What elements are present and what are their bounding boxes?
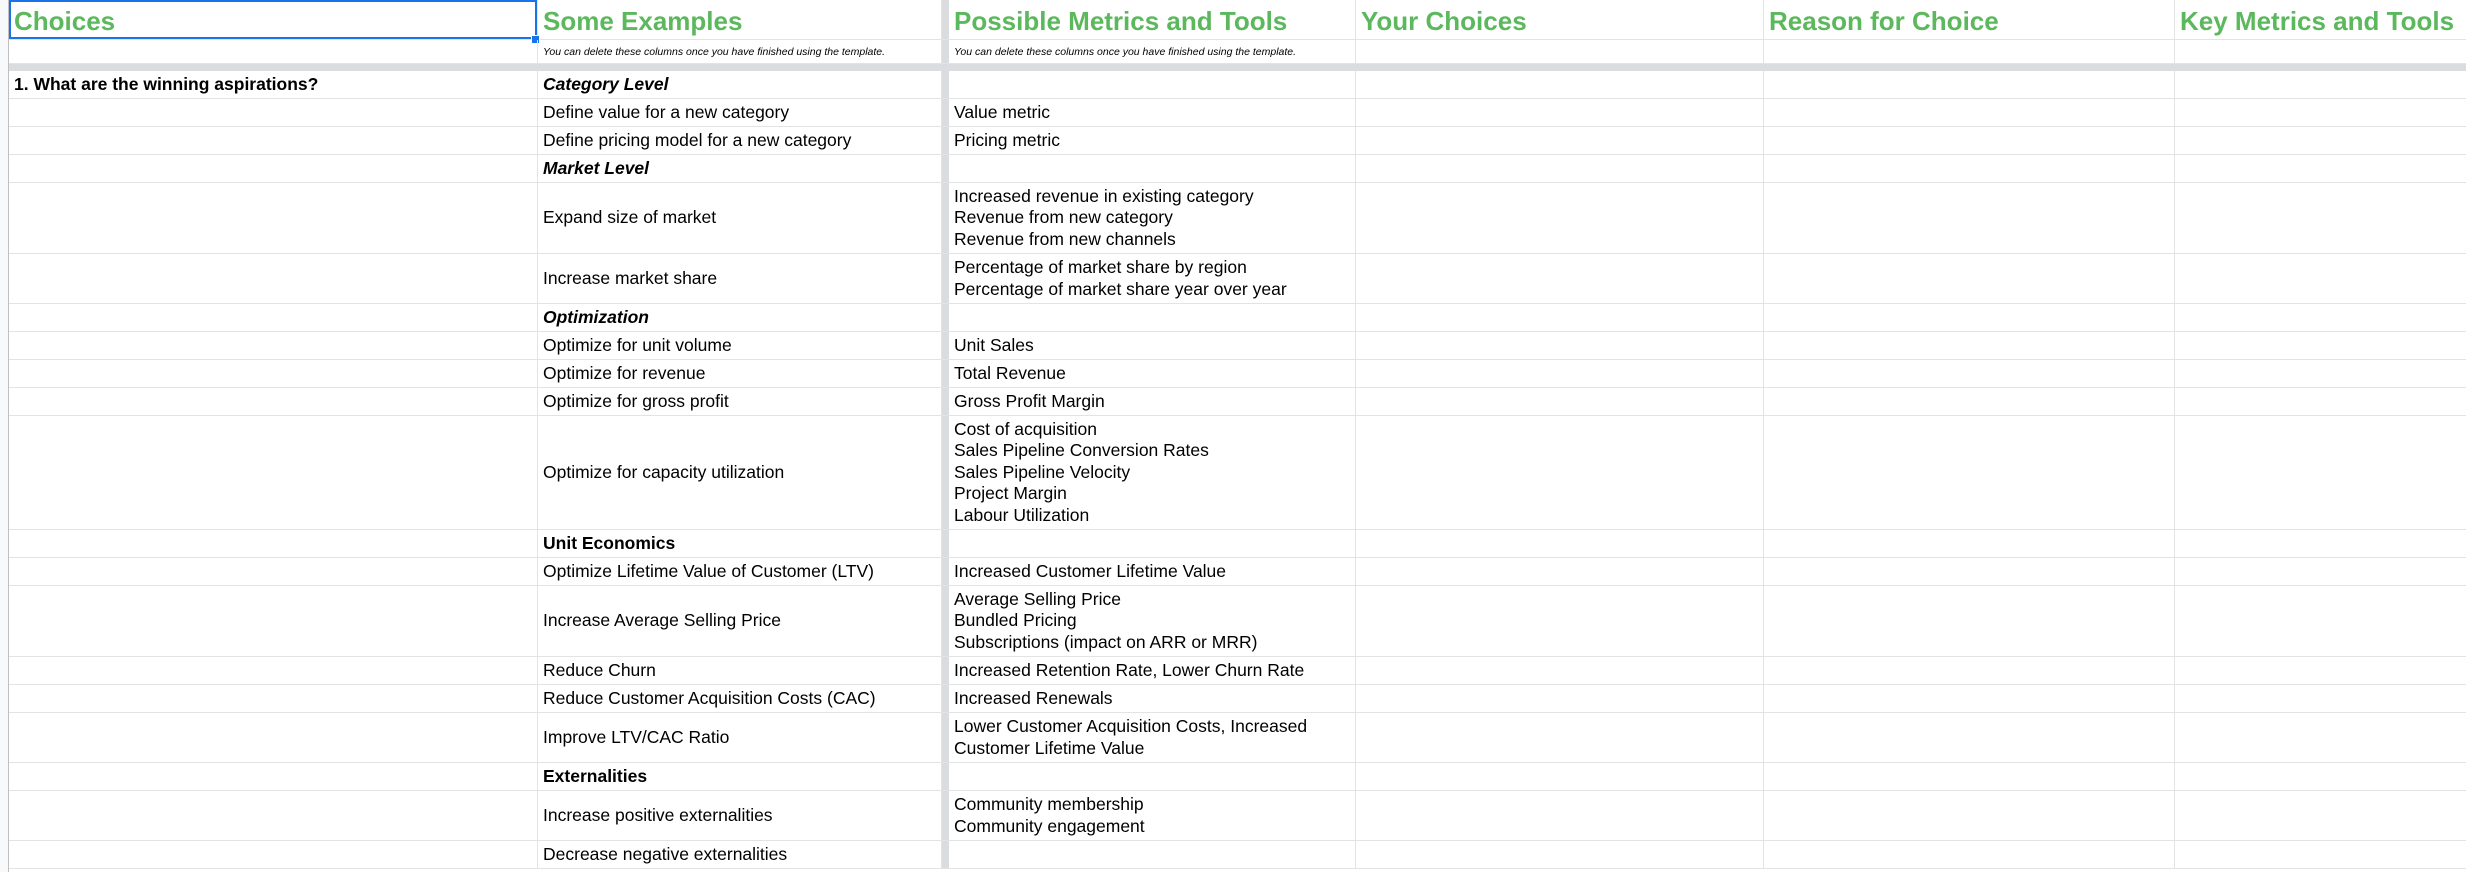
section-heading-cell[interactable]: Optimization — [538, 304, 942, 331]
table-row — [9, 183, 2466, 254]
column-divider — [942, 763, 949, 790]
reason-cell[interactable] — [1764, 332, 2175, 359]
example-cell[interactable]: Optimize for revenue — [538, 360, 942, 387]
reason-cell[interactable] — [1764, 388, 2175, 415]
reason-cell[interactable] — [1764, 99, 2175, 126]
table-row — [9, 763, 2466, 791]
column-divider — [942, 586, 949, 656]
example-cell[interactable]: Define pricing model for a new category — [538, 127, 942, 154]
column-divider — [942, 685, 949, 712]
table-row — [9, 841, 2466, 869]
key-metrics-cell[interactable] — [2175, 530, 2466, 557]
your-choice-cell[interactable] — [1356, 713, 1764, 762]
reason-cell[interactable] — [1764, 416, 2175, 529]
example-cell[interactable]: Optimize for capacity utilization — [538, 416, 942, 529]
table-row — [9, 657, 2466, 685]
your-choice-cell[interactable] — [1356, 791, 1764, 840]
key-metrics-cell[interactable] — [2175, 332, 2466, 359]
your-choice-cell[interactable] — [1356, 388, 1764, 415]
your-choice-cell[interactable] — [1356, 183, 1764, 253]
table-row — [9, 416, 2466, 530]
metrics-cell[interactable]: Gross Profit Margin — [949, 388, 1356, 415]
your-choice-cell[interactable] — [1356, 530, 1764, 557]
example-cell[interactable]: Increase positive externalities — [538, 791, 942, 840]
choices-cell[interactable] — [9, 685, 538, 712]
frozen-rows-divider[interactable] — [9, 64, 2466, 71]
metrics-cell[interactable]: Unit Sales — [949, 332, 1356, 359]
key-metrics-cell[interactable] — [2175, 183, 2466, 253]
header-cell-reason[interactable]: Reason for Choice — [1764, 0, 2175, 39]
table-row — [9, 530, 2466, 558]
your-choice-cell[interactable] — [1356, 558, 1764, 585]
example-cell[interactable]: Improve LTV/CAC Ratio — [538, 713, 942, 762]
key-metrics-cell[interactable] — [2175, 713, 2466, 762]
column-divider — [942, 183, 949, 253]
reason-cell[interactable] — [1764, 254, 2175, 303]
reason-cell[interactable] — [1764, 71, 2175, 98]
choices-cell[interactable] — [9, 155, 538, 182]
key-metrics-cell[interactable] — [2175, 155, 2466, 182]
table-row — [9, 558, 2466, 586]
metrics-cell[interactable]: Increased revenue in existing category Revenue from new category Revenue from new channels — [949, 183, 1356, 253]
choices-cell[interactable] — [9, 127, 538, 154]
reason-cell[interactable] — [1764, 304, 2175, 331]
example-cell[interactable]: Decrease negative externalities — [538, 841, 942, 868]
your-choice-cell[interactable] — [1356, 304, 1764, 331]
note-cell-empty[interactable] — [1764, 40, 2175, 63]
key-metrics-cell[interactable] — [2175, 388, 2466, 415]
header-cell-some-examples[interactable]: Some Examples — [538, 0, 942, 39]
key-metrics-cell[interactable] — [2175, 360, 2466, 387]
metrics-cell[interactable] — [949, 304, 1356, 331]
metrics-cell[interactable]: Pricing metric — [949, 127, 1356, 154]
table-row — [9, 388, 2466, 416]
choices-cell[interactable] — [9, 657, 538, 684]
choices-cell[interactable] — [9, 713, 538, 762]
table-row — [9, 791, 2466, 841]
column-divider — [942, 254, 949, 303]
your-choice-cell[interactable] — [1356, 127, 1764, 154]
metrics-cell[interactable]: Increased Retention Rate, Lower Churn Rate — [949, 657, 1356, 684]
metrics-cell[interactable]: Increased Renewals — [949, 685, 1356, 712]
metrics-cell[interactable]: Value metric — [949, 99, 1356, 126]
example-cell[interactable]: Optimize for unit volume — [538, 332, 942, 359]
table-row — [9, 254, 2466, 304]
metrics-cell[interactable]: Community membership Community engagement — [949, 791, 1356, 840]
key-metrics-cell[interactable] — [2175, 558, 2466, 585]
key-metrics-cell[interactable] — [2175, 657, 2466, 684]
choices-cell[interactable] — [9, 388, 538, 415]
your-choice-cell[interactable] — [1356, 685, 1764, 712]
note-cell-empty[interactable] — [1356, 40, 1764, 63]
your-choice-cell[interactable] — [1356, 763, 1764, 790]
your-choice-cell[interactable] — [1356, 416, 1764, 529]
note-row — [9, 40, 2466, 64]
your-choice-cell[interactable] — [1356, 332, 1764, 359]
metrics-cell[interactable] — [949, 155, 1356, 182]
column-divider — [942, 388, 949, 415]
reason-cell[interactable] — [1764, 127, 2175, 154]
metrics-cell[interactable]: Increased Customer Lifetime Value — [949, 558, 1356, 585]
table-row — [9, 332, 2466, 360]
your-choice-cell[interactable] — [1356, 155, 1764, 182]
metrics-cell[interactable] — [949, 763, 1356, 790]
table-row — [9, 71, 2466, 99]
key-metrics-cell[interactable] — [2175, 763, 2466, 790]
choices-cell[interactable] — [9, 586, 538, 656]
your-choice-cell[interactable] — [1356, 254, 1764, 303]
column-divider — [942, 0, 949, 39]
metrics-cell[interactable] — [949, 530, 1356, 557]
note-cell-empty[interactable] — [9, 40, 538, 63]
example-cell[interactable]: Reduce Churn — [538, 657, 942, 684]
table-row — [9, 99, 2466, 127]
choices-cell[interactable] — [9, 360, 538, 387]
header-cell-key-metrics[interactable]: Key Metrics and Tools — [2180, 6, 2455, 36]
reason-cell[interactable] — [1764, 183, 2175, 253]
metrics-cell[interactable]: Percentage of market share by region Percentage of market share year over year — [949, 254, 1356, 303]
metrics-cell[interactable]: Cost of acquisition Sales Pipeline Conversion Rates Sales Pipeline Velocity Project Margin Labour Utilization — [949, 416, 1356, 529]
your-choice-cell[interactable] — [1356, 841, 1764, 868]
reason-cell[interactable] — [1764, 155, 2175, 182]
example-cell[interactable]: Increase market share — [538, 254, 942, 303]
your-choice-cell[interactable] — [1356, 586, 1764, 656]
reason-cell[interactable] — [1764, 791, 2175, 840]
table-row — [9, 360, 2466, 388]
choices-cell[interactable] — [9, 841, 538, 868]
key-metrics-cell[interactable] — [2175, 127, 2466, 154]
column-divider — [942, 713, 949, 762]
example-cell[interactable]: Expand size of market — [538, 183, 942, 253]
key-metrics-cell[interactable] — [2175, 586, 2466, 656]
choices-cell[interactable] — [9, 183, 538, 253]
reason-cell[interactable] — [1764, 558, 2175, 585]
example-cell[interactable]: Define value for a new category — [538, 99, 942, 126]
your-choice-cell[interactable] — [1356, 71, 1764, 98]
column-divider — [942, 99, 949, 126]
section-heading-cell[interactable]: Externalities — [538, 763, 942, 790]
choices-cell[interactable] — [9, 558, 538, 585]
column-divider — [942, 791, 949, 840]
column-divider — [942, 558, 949, 585]
column-divider — [942, 40, 949, 63]
choices-cell[interactable] — [9, 304, 538, 331]
note-cell-examples[interactable]: You can delete these columns once you have finished using the template. — [538, 40, 942, 63]
column-divider — [942, 416, 949, 529]
metrics-cell[interactable] — [949, 71, 1356, 98]
example-cell[interactable]: Reduce Customer Acquisition Costs (CAC) — [538, 685, 942, 712]
choices-cell[interactable] — [9, 416, 538, 529]
key-metrics-cell[interactable] — [2175, 304, 2466, 331]
key-metrics-cell[interactable] — [2175, 791, 2466, 840]
reason-cell[interactable] — [1764, 713, 2175, 762]
reason-cell[interactable] — [1764, 841, 2175, 868]
reason-cell[interactable] — [1764, 763, 2175, 790]
key-metrics-cell[interactable] — [2175, 685, 2466, 712]
choices-cell[interactable] — [9, 530, 538, 557]
section-heading-cell[interactable]: Unit Economics — [538, 530, 942, 557]
key-metrics-cell[interactable] — [2175, 841, 2466, 868]
key-metrics-cell[interactable] — [2175, 254, 2466, 303]
your-choice-cell[interactable] — [1356, 657, 1764, 684]
column-divider — [942, 530, 949, 557]
section-heading-cell[interactable]: Category Level — [538, 71, 942, 98]
reason-cell[interactable] — [1764, 657, 2175, 684]
question-cell[interactable]: 1. What are the winning aspirations? — [9, 71, 538, 98]
table-row — [9, 155, 2466, 183]
example-cell[interactable]: Optimize Lifetime Value of Customer (LTV) — [538, 558, 942, 585]
column-divider — [942, 127, 949, 154]
key-metrics-cell[interactable] — [2175, 416, 2466, 529]
section-heading-cell[interactable]: Market Level — [538, 155, 942, 182]
header-cell-choices[interactable]: Choices — [9, 0, 538, 39]
reason-cell[interactable] — [1764, 360, 2175, 387]
reason-cell[interactable] — [1764, 530, 2175, 557]
choices-cell[interactable] — [9, 791, 538, 840]
column-divider — [942, 155, 949, 182]
choices-cell[interactable] — [9, 332, 538, 359]
example-cell[interactable]: Optimize for gross profit — [538, 388, 942, 415]
reason-cell[interactable] — [1764, 586, 2175, 656]
choices-cell[interactable] — [9, 763, 538, 790]
row-header-gutter[interactable] — [0, 0, 9, 872]
metrics-cell[interactable] — [949, 841, 1356, 868]
your-choice-cell[interactable] — [1356, 99, 1764, 126]
key-metrics-cell[interactable] — [2175, 71, 2466, 98]
table-row — [9, 685, 2466, 713]
table-row — [9, 713, 2466, 763]
choices-cell[interactable] — [9, 99, 538, 126]
metrics-cell[interactable]: Lower Customer Acquisition Costs, Increased Customer Lifetime Value — [949, 713, 1356, 762]
column-divider — [942, 332, 949, 359]
header-cell-your-choices[interactable]: Your Choices — [1356, 0, 1764, 39]
metrics-cell[interactable]: Total Revenue — [949, 360, 1356, 387]
column-divider — [942, 71, 949, 98]
column-divider — [942, 657, 949, 684]
metrics-cell[interactable]: Average Selling Price Bundled Pricing Subscriptions (impact on ARR or MRR) — [949, 586, 1356, 656]
choices-cell[interactable] — [9, 254, 538, 303]
column-divider — [942, 360, 949, 387]
table-row — [9, 304, 2466, 332]
reason-cell[interactable] — [1764, 685, 2175, 712]
column-divider — [942, 304, 949, 331]
table-row — [9, 127, 2466, 155]
column-divider — [942, 841, 949, 868]
header-cell-possible-metrics[interactable]: Possible Metrics and Tools — [949, 0, 1356, 39]
your-choice-cell[interactable] — [1356, 360, 1764, 387]
table-row — [9, 586, 2466, 657]
note-cell-metrics[interactable]: You can delete these columns once you have finished using the template. — [949, 40, 1356, 63]
note-cell-empty[interactable] — [2175, 40, 2466, 63]
example-cell[interactable]: Increase Average Selling Price — [538, 586, 942, 656]
key-metrics-cell[interactable] — [2175, 99, 2466, 126]
header-row — [9, 0, 2466, 40]
